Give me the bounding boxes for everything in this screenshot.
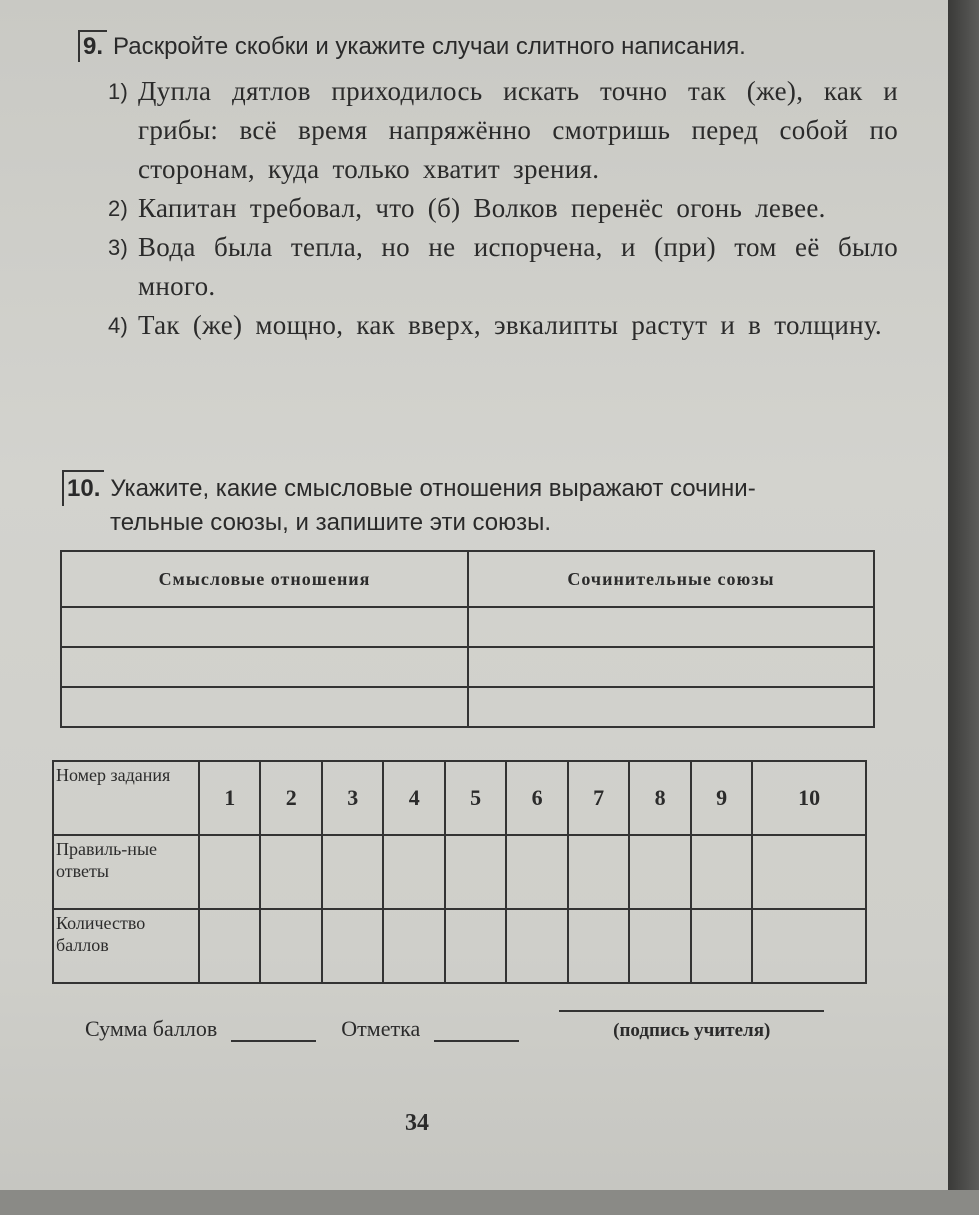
task-number-cell: 3: [322, 761, 383, 835]
signature-label: (подпись учителя): [613, 1020, 771, 1041]
answer-cell[interactable]: [629, 835, 690, 909]
item-index: 4): [108, 313, 129, 338]
answer-cell[interactable]: [568, 835, 629, 909]
item-index: 2): [108, 196, 129, 221]
page-number: 34: [405, 1110, 429, 1136]
score-row-task-numbers: [53, 761, 866, 835]
page-edge-shadow: [948, 0, 979, 1215]
points-cell[interactable]: [199, 909, 260, 983]
header-coordinating-conjunctions: Сочинительные союзы: [468, 551, 874, 607]
points-cell[interactable]: [752, 909, 866, 983]
answer-cell[interactable]: [61, 687, 468, 727]
task-number-cell: 1: [199, 761, 260, 835]
answer-cell[interactable]: [322, 835, 383, 909]
task-number-cell: 7: [568, 761, 629, 835]
points-cell[interactable]: [629, 909, 690, 983]
points-cell[interactable]: [322, 909, 383, 983]
task-number-cell: 9: [691, 761, 752, 835]
label-correct-answers: Правиль-ные ответы: [53, 835, 199, 909]
score-table: [52, 760, 867, 984]
task-9-item: [108, 306, 898, 345]
task-10-title-line1: Укажите, какие смысловые отношения выражают сочини-: [110, 475, 756, 502]
item-text: Капитан требовал, что (б) Волков перенёс огонь левее.: [138, 193, 826, 223]
answer-cell[interactable]: [199, 835, 260, 909]
item-index: 3): [108, 235, 129, 260]
task-9-title: Раскройте скобки и укажите случаи слитного написания.: [113, 33, 746, 60]
item-text: Так (же) мощно, как вверх, эвкалипты растут и в толщину.: [138, 310, 882, 340]
footer-row: [85, 1010, 824, 1042]
sum-label: Сумма баллов: [85, 1016, 218, 1041]
item-index: 1): [108, 79, 129, 104]
answer-cell[interactable]: [752, 835, 866, 909]
signature-line[interactable]: [559, 1010, 824, 1012]
task-number-cell: 5: [445, 761, 506, 835]
task-number-cell: 8: [629, 761, 690, 835]
score-row-points: [53, 909, 866, 983]
points-cell[interactable]: [568, 909, 629, 983]
signature-block: [559, 1010, 824, 1042]
points-cell[interactable]: [260, 909, 321, 983]
task-number-cell: 6: [506, 761, 567, 835]
task-9-item: [108, 189, 898, 228]
item-text: Дупла дятлов приходилось искать точно так (же), как и грибы: всё время напряжённо смотришь перед собой по сторонам, куда только хватит зрения.: [138, 76, 898, 184]
task-9-heading: [78, 30, 746, 62]
relations-table: [60, 550, 875, 728]
points-cell[interactable]: [383, 909, 444, 983]
desk-surface: [0, 1190, 979, 1215]
answer-cell[interactable]: [61, 607, 468, 647]
sum-line[interactable]: [231, 1040, 316, 1042]
header-semantic-relations: Смысловые отношения: [61, 551, 468, 607]
answer-cell[interactable]: [383, 835, 444, 909]
task-9-item: [108, 228, 898, 306]
task-10-heading: [62, 470, 756, 540]
points-cell[interactable]: [506, 909, 567, 983]
answer-cell[interactable]: [468, 687, 874, 727]
answer-cell[interactable]: [260, 835, 321, 909]
answer-cell[interactable]: [61, 647, 468, 687]
task-10-number: 10.: [62, 470, 104, 506]
task-number-cell: 2: [260, 761, 321, 835]
task-10-title-line2: тельные союзы, и запишите эти союзы.: [110, 509, 552, 536]
label-points: Количество баллов: [53, 909, 199, 983]
mark-label: Отметка: [341, 1016, 421, 1041]
answer-cell[interactable]: [468, 647, 874, 687]
task-9-items: [108, 72, 898, 345]
answer-cell[interactable]: [506, 835, 567, 909]
task-9-item: [108, 72, 898, 189]
points-cell[interactable]: [691, 909, 752, 983]
score-row-correct-answers: [53, 835, 866, 909]
task-number-cell: 10: [752, 761, 866, 835]
answer-cell[interactable]: [468, 607, 874, 647]
label-task-number: Номер задания: [53, 761, 199, 835]
answer-cell[interactable]: [691, 835, 752, 909]
answer-cell[interactable]: [445, 835, 506, 909]
points-cell[interactable]: [445, 909, 506, 983]
item-text: Вода была тепла, но не испорчена, и (при) том её было много.: [138, 232, 898, 301]
task-number-cell: 4: [383, 761, 444, 835]
mark-line[interactable]: [434, 1040, 519, 1042]
task-9-number: 9.: [78, 30, 107, 62]
